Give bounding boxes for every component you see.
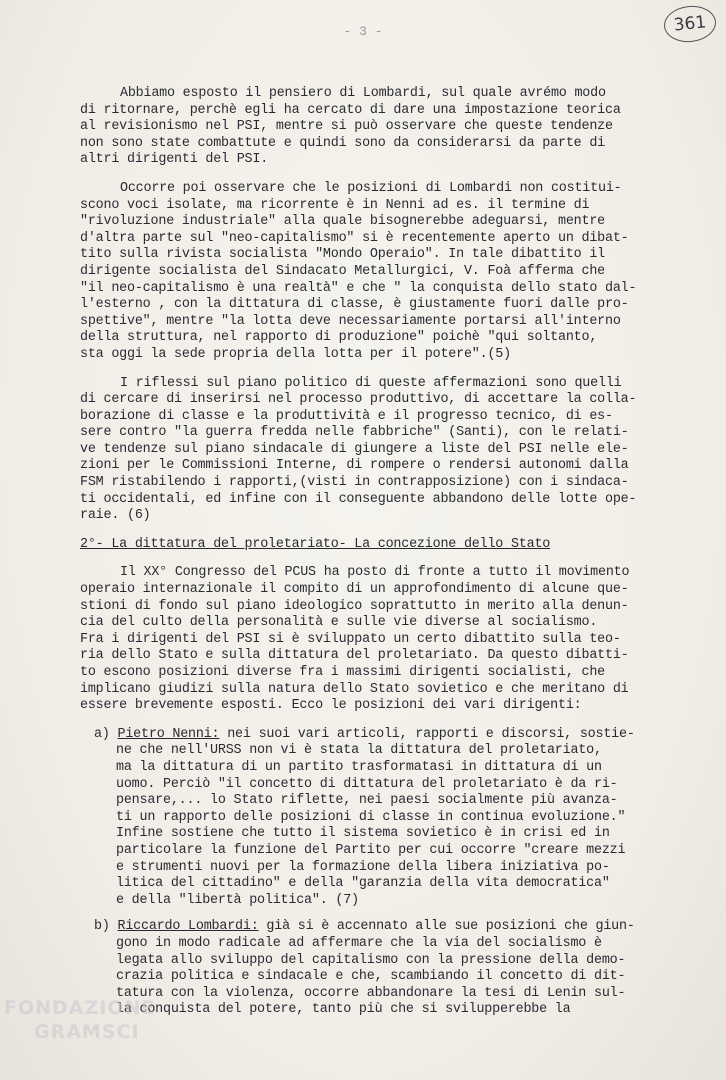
text-line: Il XX° Congresso del PCUS ha posto di fronte a tutto il movimento	[120, 565, 630, 581]
text-line: crazia politica e sindacale e che, scambiando il concetto di dit-	[116, 969, 626, 985]
text-line: stioni di fondo sul piano ideologico soprattutto in merito alla denun-	[80, 598, 629, 614]
text-line: d'altra parte sul "neo-capitalismo" si è recentemente aperto un dibat-	[80, 230, 629, 246]
section-paragraph	[80, 565, 700, 714]
text-line: particolare la funzione del Partito per cui occorre "creare mezzi	[116, 842, 626, 858]
archive-stamp: 361	[662, 3, 717, 44]
text-line: non sono state combattute e quindi sono da considerarsi da parte di	[80, 135, 605, 151]
text-line: "il neo-capitalismo è una realtà" e che " la conquista dello stato dal-	[80, 280, 637, 296]
text-line: gono in modo radicale ad affermare che la via del socialismo è	[116, 935, 602, 951]
foundation-watermark	[4, 996, 164, 1076]
text-line: implicano giudizi sulla natura dello Stato sovietico e che meritano di	[80, 681, 629, 697]
text-line: operaio internazionale il compito di un approfondimento di alcune que-	[80, 582, 629, 598]
watermark-line-1: FONDAZIONE	[4, 997, 156, 1019]
text-line: di cercare di inserirsi nel processo produttivo, di accettare la colla-	[80, 392, 637, 408]
text-line: FSM ristabilendo i rapporti,(visti in contrapposizione) con i sindaca-	[80, 475, 629, 491]
paragraph-3	[80, 376, 700, 525]
text-line: essere brevemente esposti. Ecco le posizioni dei vari dirigenti:	[80, 698, 582, 714]
text-line: ria dello Stato e sulla dittatura del proletariato. Da questo dibatti-	[80, 648, 629, 664]
text-line: Abbiamo esposto il pensiero di Lombardi, sul quale avrémo modo	[120, 86, 606, 101]
text-line: tito sulla rivista socialista "Mondo Operaio". In tale dibattito il	[80, 247, 605, 263]
text-line: Fra i dirigenti del PSI si è sviluppato un certo dibattito sulla teo-	[80, 631, 621, 647]
watermark-line-2: GRAMSCI	[34, 1021, 140, 1043]
text-line: to escono posizioni diverse fra i massimi dirigenti socialisti, che	[80, 665, 605, 680]
text-line: altri dirigenti del PSI.	[80, 152, 269, 168]
text-line: Infine sostiene che tutto il sistema sovietico è in crisi ed in	[116, 826, 610, 842]
text-line: legata allo sviluppo del capitalismo con la pressione della demo-	[116, 952, 626, 968]
item-first-text: nei suoi vari articoli, rapporti e discorsi, sostie-	[219, 726, 635, 742]
text-line: e della "libertà politica". (7)	[116, 892, 359, 908]
text-line: sere contro "la guerra fredda nelle fabbriche" (Santi), con le relati-	[80, 425, 629, 441]
text-line: litica del cittadino" e della "garanzia della vita democratica"	[116, 876, 610, 892]
list-item	[80, 727, 700, 910]
item-first-line	[80, 727, 700, 744]
text-line: ne che nell'URSS non vi è stata la dittatura del proletariato,	[116, 743, 602, 759]
text-line: Occorre poi osservare che le posizioni di Lombardi non costitui-	[120, 180, 622, 196]
text-line: ve tendenze sul piano sindacale di giungere a liste del PSI nelle ele-	[80, 441, 629, 457]
item-marker: a)	[94, 726, 110, 742]
text-line: raie. (6)	[80, 508, 151, 524]
text-line: ti un rapporto delle posizioni di classe in continua evoluzione."	[116, 809, 626, 825]
text-line: di ritornare, perchè egli ha cercato di dare una impostazione teorica	[80, 102, 621, 118]
text-line: cia del culto della personalità e sulle vie diverse al socialismo.	[80, 615, 598, 631]
item-name: Pietro Nenni:	[117, 726, 220, 742]
text-line: e strumenti nuovi per la formazione della libera iniziativa po-	[116, 859, 610, 875]
text-line: spettive", mentre "la lotta deve necessariamente portarsi all'interno	[80, 313, 621, 329]
text-line: zioni per le Commissioni Interne, di rompere o rendersi autonomi dalla	[80, 458, 629, 474]
text-line: uomo. Perciò "il concetto di dittatura del proletariato è da ri-	[116, 776, 618, 792]
paragraph-2	[80, 181, 700, 364]
text-line: ma la dittatura di un partito trasformatasi in dittatura di un	[116, 759, 602, 775]
list-item	[80, 919, 700, 1019]
text-line: al revisionismo nel PSI, mentre si può osservare che queste tendenze	[80, 119, 613, 135]
text-line: della struttura, nel rapporto di produzione" poichè "qui soltanto,	[80, 330, 598, 346]
text-line: la conquista del potere, tanto più che si svilupperebbe la	[116, 1002, 571, 1018]
text-line: ti occidentali, ed infine con il conseguente abbandono delle lotte ope-	[80, 491, 637, 507]
page-number: - 3 -	[343, 24, 383, 39]
text-line: sta oggi la sede propria della lotta per il potere".(5)	[80, 346, 511, 362]
text-line: tatura con la violenza, occorre abbandonare la tesi di Lenin sul-	[116, 985, 626, 1001]
document-body	[80, 86, 700, 1029]
item-first-line	[80, 919, 700, 936]
item-first-text: già si è accennato alle sue posizioni che giun-	[258, 919, 635, 935]
text-line: dirigente socialista del Sindacato Metallurgici, V. Foà afferma che	[80, 263, 605, 279]
text-line: scono voci isolate, ma ricorrente è in Nenni ad es. il termine di	[80, 197, 590, 213]
section-heading: 2°- La dittatura del proletariato- La concezione dello Stato	[80, 536, 551, 552]
text-line: borazione di classe e la produttività e il progresso tecnico, di es-	[80, 408, 613, 424]
text-line: pensare,... lo Stato riflette, nei paesi socialmente più avanza-	[116, 793, 618, 809]
paragraph-1	[80, 86, 700, 169]
text-line: "rivoluzione industriale" alla quale bisognerebbe adeguarsi, mentre	[80, 214, 605, 230]
item-name: Riccardo Lombardi:	[117, 919, 259, 935]
text-line: I riflessi sul piano politico di queste affermazioni sono quelli	[120, 375, 622, 391]
text-line: l'esterno , con la dittatura di classe, è giustamente fuori dalle pro-	[80, 297, 629, 313]
item-marker: b)	[94, 919, 110, 935]
